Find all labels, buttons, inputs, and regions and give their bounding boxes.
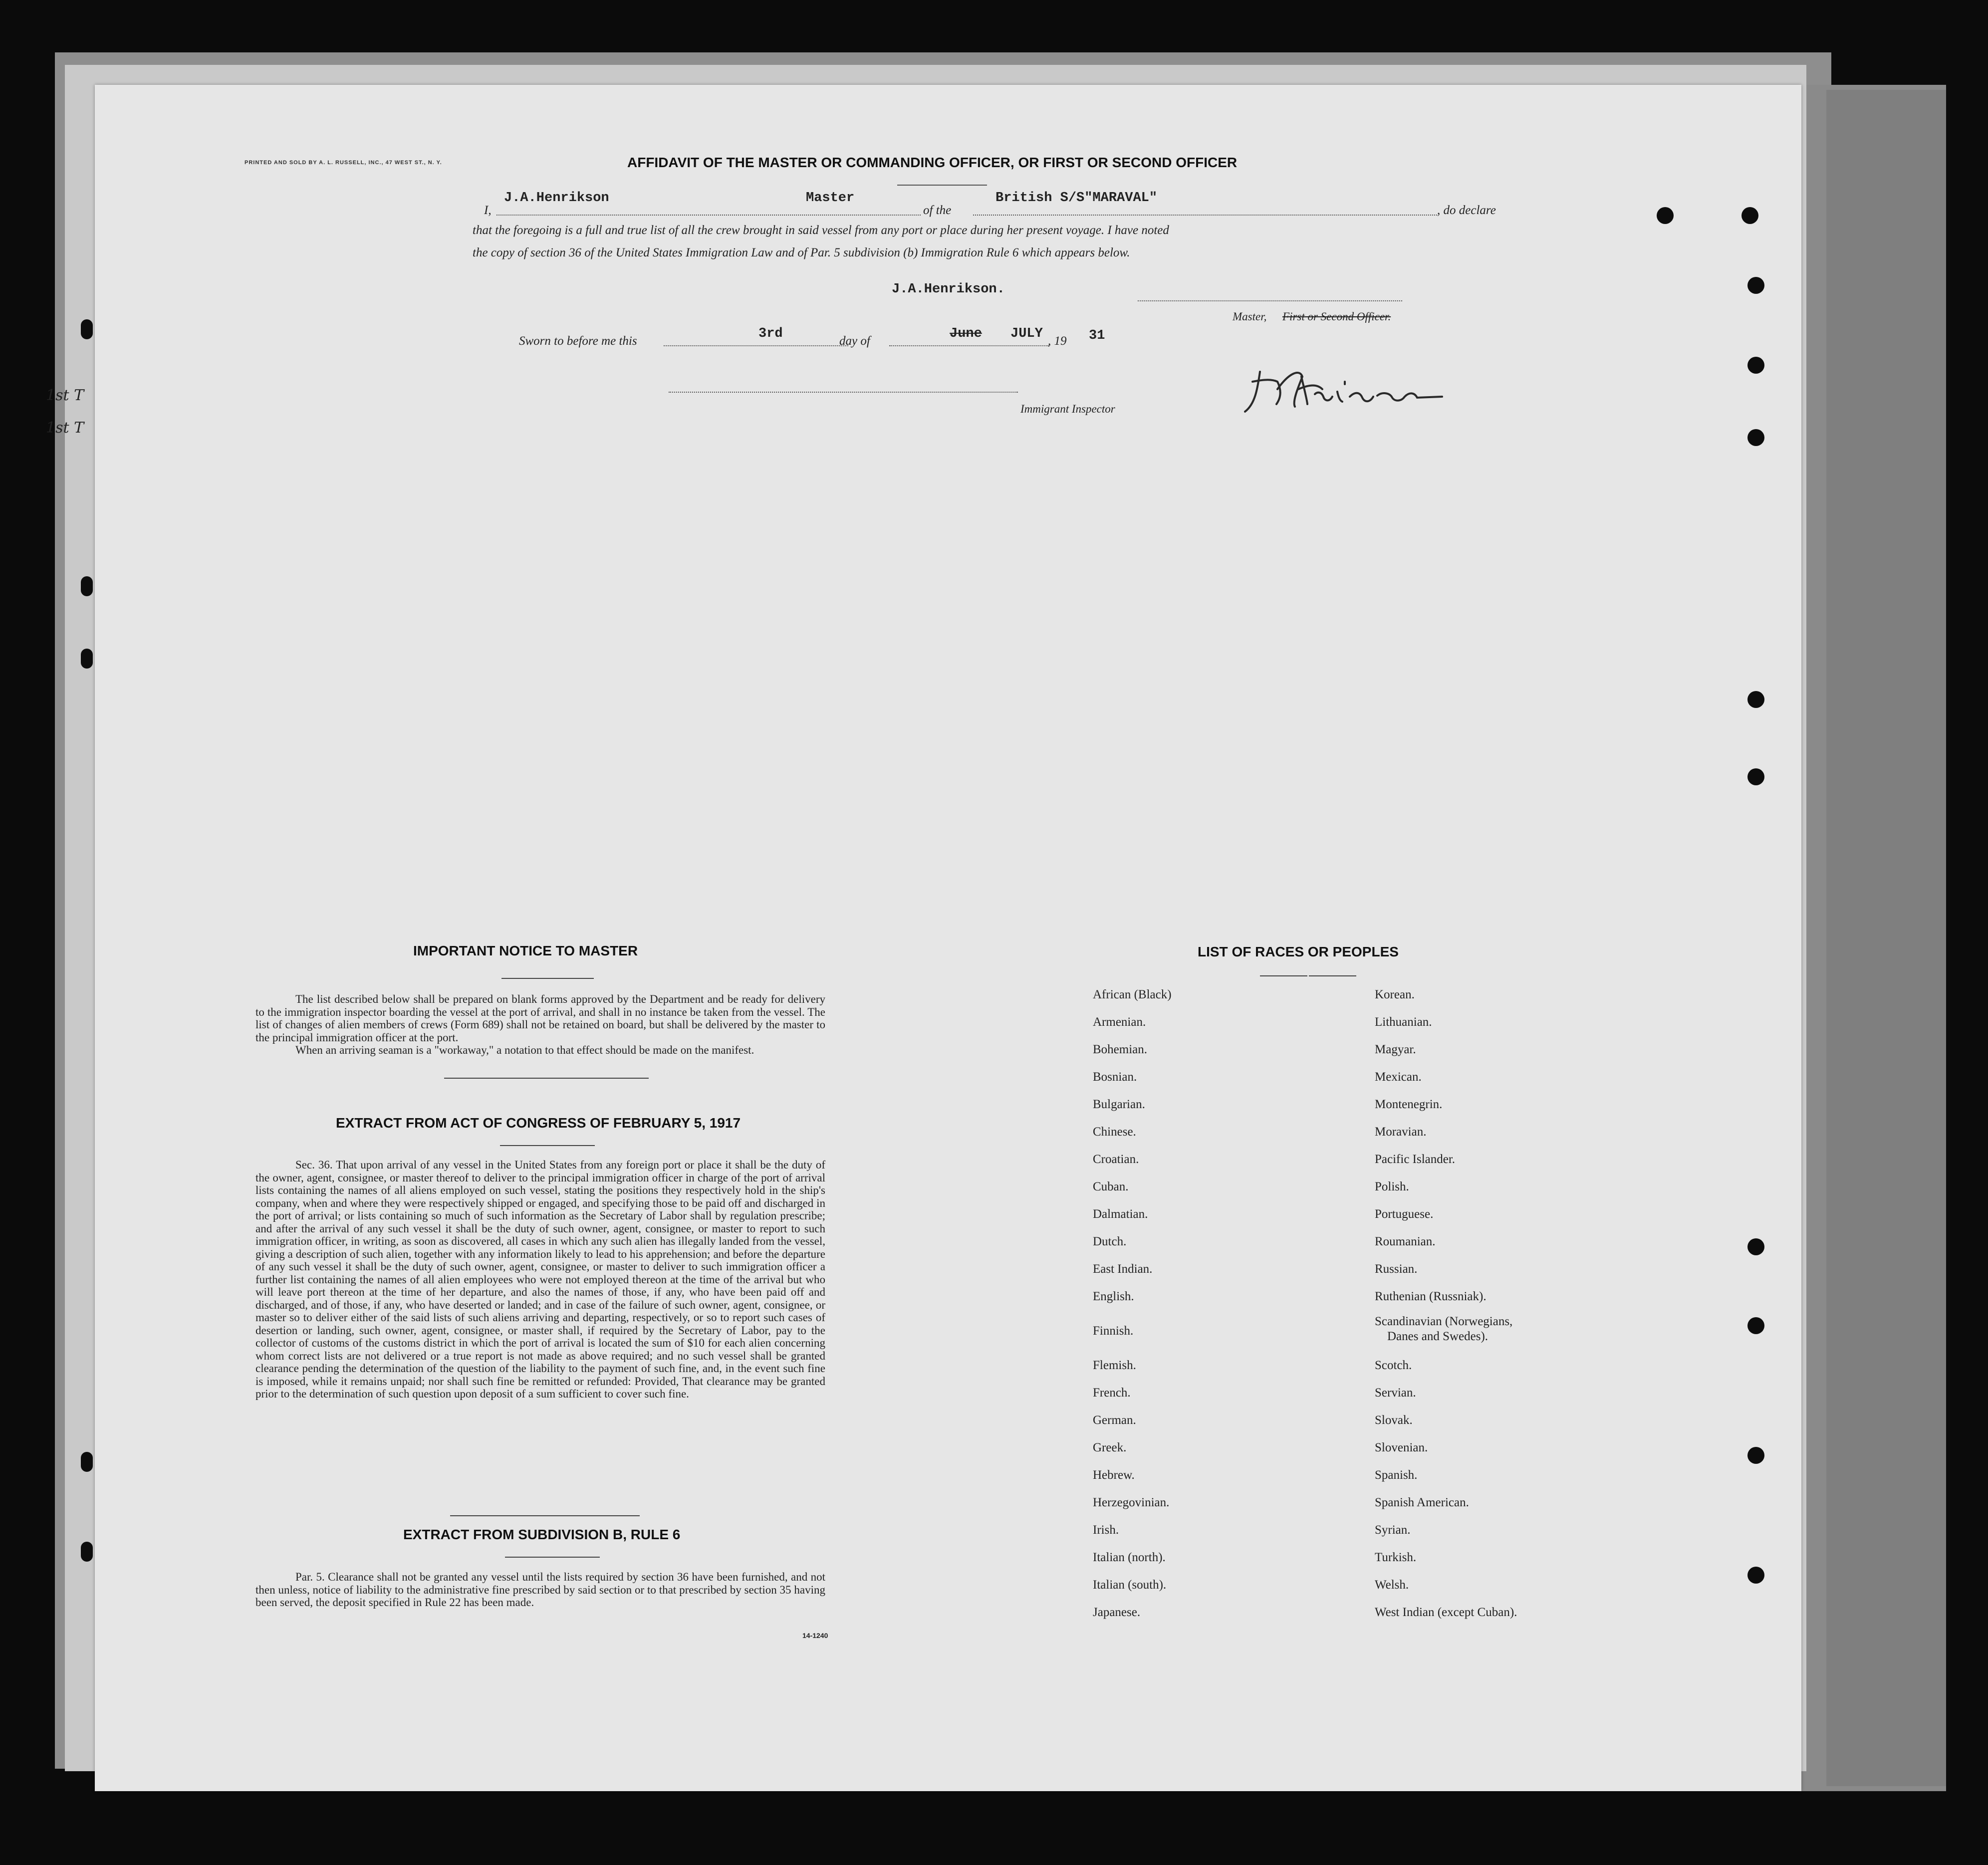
rule-rule	[505, 1557, 600, 1558]
race-item: Armenian.	[1093, 1015, 1146, 1029]
declaration-line-3: the copy of section 36 of the United States Immigration Law and of Par. 5 subdivision (b) Immigration Rule 6 which appears below.	[473, 246, 1130, 259]
title-rule	[897, 185, 987, 186]
race-item: Moravian.	[1375, 1125, 1427, 1139]
month-value: JULY	[1010, 326, 1043, 341]
race-item: Herzegovinian.	[1093, 1496, 1170, 1509]
race-item: West Indian (except Cuban).	[1375, 1606, 1517, 1619]
race-item: Mexican.	[1375, 1070, 1422, 1084]
race-item: East Indian.	[1093, 1262, 1153, 1276]
typed-signature: J.A.Henrikson.	[892, 282, 1005, 297]
act-rule	[500, 1145, 595, 1146]
punch-hole	[1747, 768, 1764, 785]
race-item: Syrian.	[1375, 1523, 1411, 1537]
race-item: Japanese.	[1093, 1606, 1141, 1619]
punch-hole	[81, 1542, 93, 1562]
margin-note: 1st T	[46, 419, 84, 437]
name-line	[497, 215, 921, 216]
act-text	[255, 1159, 825, 1400]
punch-hole	[1747, 691, 1764, 708]
race-item: Turkish.	[1375, 1551, 1417, 1564]
vessel-name: British S/S"MARAVAL"	[995, 191, 1158, 206]
notice-paragraph: The list described below shall be prepared on blank forms approved by the Department and be ready for delivery to the immigration inspector boarding the vessel at the port of arrival, and shall in no instance be taken from the vessel. The list of changes of alien members of crews (Form 689) shall not be retained on board, but shall be delivered by the master to the principal immigration officer at the port.	[255, 993, 825, 1044]
punch-hole	[1741, 207, 1758, 224]
race-item: Scotch.	[1375, 1359, 1412, 1372]
punch-hole	[1747, 357, 1764, 374]
race-item: Croatian.	[1093, 1153, 1139, 1166]
of-the-label: of the	[923, 204, 952, 217]
punch-hole	[1747, 1238, 1764, 1255]
race-item: Scandinavian (Norwegians,	[1375, 1315, 1513, 1328]
vessel-line	[973, 215, 1437, 216]
race-item: Korean.	[1375, 988, 1415, 1001]
section-rule	[450, 1515, 640, 1516]
sworn-label: Sworn to before me this	[519, 334, 637, 348]
race-item: Bosnian.	[1093, 1070, 1137, 1084]
race-item: French.	[1093, 1386, 1131, 1399]
race-item: Spanish American.	[1375, 1496, 1469, 1509]
race-item: Chinese.	[1093, 1125, 1136, 1139]
section-rule	[444, 1078, 649, 1079]
master-name: J.A.Henrikson	[504, 191, 609, 206]
race-item: Hebrew.	[1093, 1468, 1135, 1482]
race-item: Irish.	[1093, 1523, 1119, 1537]
form-number: 14-1240	[802, 1632, 828, 1639]
i-label: I,	[484, 204, 492, 217]
back-page-strip-dark	[1826, 90, 1946, 1786]
notice-text	[255, 993, 825, 1057]
race-item: Montenegrin.	[1375, 1098, 1443, 1111]
document-page	[95, 85, 1801, 1791]
month-line	[889, 345, 1049, 346]
race-item: Portuguese.	[1375, 1207, 1434, 1221]
race-item: Slovenian.	[1375, 1441, 1428, 1454]
race-item: Russian.	[1375, 1262, 1418, 1276]
race-item-continuation: Danes and Swedes).	[1387, 1330, 1489, 1343]
day-of-label: day of	[839, 334, 870, 348]
inspector-label: Immigrant Inspector	[1020, 403, 1115, 415]
do-declare-label: , do declare	[1437, 204, 1496, 217]
punch-hole	[1747, 1567, 1764, 1584]
race-item: Finnish.	[1093, 1324, 1134, 1338]
punch-hole	[1657, 207, 1674, 224]
race-item: Welsh.	[1375, 1578, 1409, 1592]
act-title: EXTRACT FROM ACT OF CONGRESS OF FEBRUARY 5, 1917	[336, 1115, 741, 1131]
race-item: Spanish.	[1375, 1468, 1418, 1482]
day-line	[664, 345, 848, 346]
races-rule	[1309, 975, 1356, 976]
race-item: Cuban.	[1093, 1180, 1129, 1193]
year-prefix: , 19	[1048, 334, 1067, 348]
act-paragraph: Sec. 36. That upon arrival of any vessel in the United States from any foreign port or place it shall be the duty of the owner, agent, consignee, or master thereof to deliver to the principal immigration officer in charge of the port of arrival lists containing the names of all aliens employed on such vessel, stating the positions they respectively hold in the ship's company, when and where they were respectively shipped or engaged, and specifying those to be paid off and discharged in the port of arrival; or lists containing so much of such information as the Secretary of Labor shall by regulation prescribe; and after the arrival of any such vessel it shall be the duty of such owner, agent, consignee, or master to report to such immigration officer, in writing, as soon as discovered, all cases in which any such alien has illegally landed from the vessel, giving a description of such alien, together with any information likely to lead to his apprehension; and before the departure of any such vessel it shall be the duty of such owner, agent, consignee, or master to deliver to such immigration officer a further list containing the names of all alien employees who were not employed thereon at the time of the arrival but who will leave port thereon at the time of her departure, and also the names of those, if any, who have been paid off and discharged, and of those, if any, who have deserted or landed; and in case of the failure of such owner, agent, consignee, or master so to deliver either of the said lists of such aliens arriving and departing, respectively, or so to report such cases of desertion or landing, such owner, agent, consignee, or master shall, if required by the Secretary of Labor, pay to the collector of customs of the customs district in which the port of arrival is located the sum of $10 for each alien concerning whom correct lists are not delivered or a true report is not made as above required; and no such vessel shall be granted clearance pending the determination of the question of the liability to the payment of such fine, and, in the event such fine is imposed, while it remains unpaid; nor shall such fine be remitted or refunded: Provided, That clearance may be granted prior to the determination of such question upon deposit of a sum sufficient to cover such fine.	[255, 1159, 825, 1400]
race-item: Italian (south).	[1093, 1578, 1167, 1592]
printer-line: PRINTED AND SOLD BY A. L. RUSSELL, INC., 47 WEST ST., N. Y.	[245, 160, 442, 166]
punch-hole	[81, 649, 93, 669]
race-item: Magyar.	[1375, 1043, 1416, 1056]
punch-hole	[81, 319, 93, 339]
race-item: Italian (north).	[1093, 1551, 1166, 1564]
race-item: Polish.	[1375, 1180, 1409, 1193]
race-item: Greek.	[1093, 1441, 1127, 1454]
race-item: Dutch.	[1093, 1235, 1127, 1248]
margin-note: 1st T	[46, 387, 84, 404]
punch-hole	[1747, 277, 1764, 294]
master-label: Master,	[1233, 310, 1267, 323]
signature-line	[1138, 300, 1402, 301]
races-rule	[1260, 975, 1307, 976]
affidavit-title: AFFIDAVIT OF THE MASTER OR COMMANDING OFFICER, OR FIRST OR SECOND OFFICER	[627, 155, 1238, 170]
race-item: Servian.	[1375, 1386, 1416, 1399]
struck-officer-text: First or Second Officer.	[1282, 310, 1391, 323]
punch-hole	[81, 576, 93, 596]
races-title: LIST OF RACES OR PEOPLES	[1198, 944, 1399, 959]
punch-hole	[1747, 1317, 1764, 1334]
struck-month: June	[950, 326, 982, 341]
race-item: Ruthenian (Russniak).	[1375, 1290, 1487, 1303]
notice-title: IMPORTANT NOTICE TO MASTER	[413, 943, 638, 958]
race-item: Bohemian.	[1093, 1043, 1148, 1056]
year-value: 31	[1089, 328, 1105, 343]
race-item: German.	[1093, 1413, 1136, 1427]
race-item: Lithuanian.	[1375, 1015, 1432, 1029]
race-item: Flemish.	[1093, 1359, 1136, 1372]
day-value: 3rd	[758, 326, 783, 341]
race-item: Dalmatian.	[1093, 1207, 1148, 1221]
rule-title: EXTRACT FROM SUBDIVISION B, RULE 6	[403, 1527, 681, 1542]
punch-hole	[81, 1452, 93, 1472]
race-item: English.	[1093, 1290, 1134, 1303]
race-item: Slovak.	[1375, 1413, 1413, 1427]
rank-value: Master	[806, 191, 855, 206]
rule-text	[255, 1571, 825, 1609]
rule-paragraph: Par. 5. Clearance shall not be granted any vessel until the lists required by section 36 have been furnished, and not then unless, notice of liability to the administrative fine prescribed by said section or to that prescribed by section 35 having been served, the deposit specified in Rule 22 has been made.	[255, 1571, 825, 1609]
race-item: Bulgarian.	[1093, 1098, 1145, 1111]
notice-rule	[501, 978, 594, 979]
race-item: Pacific Islander.	[1375, 1153, 1456, 1166]
race-item: African (Black)	[1093, 988, 1172, 1001]
notice-paragraph: When an arriving seaman is a "workaway," a notation to that effect should be made on the manifest.	[295, 1044, 754, 1056]
punch-hole	[1747, 1447, 1764, 1464]
declaration-line-2: that the foregoing is a full and true list of all the crew brought in said vessel from any port or place during her present voyage. I have noted	[473, 224, 1169, 237]
inspector-line	[669, 392, 1018, 393]
handwritten-signature	[1242, 362, 1452, 422]
race-item: Roumanian.	[1375, 1235, 1436, 1248]
punch-hole	[1747, 429, 1764, 446]
